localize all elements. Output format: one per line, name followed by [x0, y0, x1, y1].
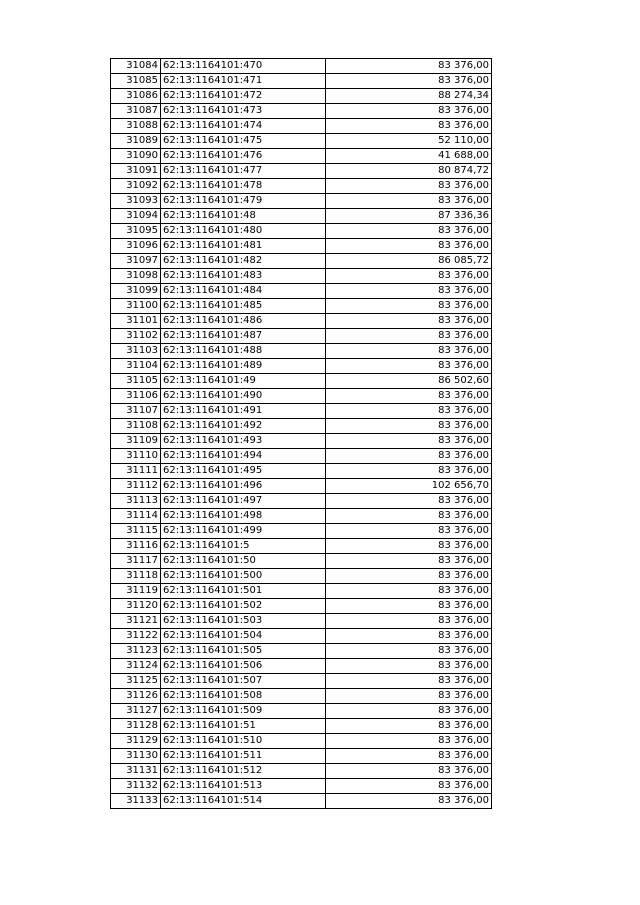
- value-cell: 83 376,00: [326, 569, 492, 584]
- table-row: [111, 209, 492, 224]
- row-number-cell: 31086: [111, 89, 161, 104]
- row-number-cell: 31109: [111, 434, 161, 449]
- row-number-cell: 31122: [111, 629, 161, 644]
- value-cell: 83 376,00: [326, 239, 492, 254]
- cadastral-number-cell: 62:13:1164101:482: [161, 254, 326, 269]
- row-number-cell: 31094: [111, 209, 161, 224]
- cadastral-number-cell: 62:13:1164101:481: [161, 239, 326, 254]
- table-row: [111, 614, 492, 629]
- value-cell: 83 376,00: [326, 509, 492, 524]
- row-number-cell: 31103: [111, 344, 161, 359]
- row-number-cell: 31117: [111, 554, 161, 569]
- value-cell: 80 874,72: [326, 164, 492, 179]
- row-number-cell: 31123: [111, 644, 161, 659]
- row-number-cell: 31088: [111, 119, 161, 134]
- value-cell: 83 376,00: [326, 584, 492, 599]
- value-cell: 83 376,00: [326, 599, 492, 614]
- cadastral-number-cell: 62:13:1164101:512: [161, 764, 326, 779]
- cadastral-number-cell: 62:13:1164101:486: [161, 314, 326, 329]
- table-row: [111, 194, 492, 209]
- table-row: [111, 719, 492, 734]
- table-row: [111, 659, 492, 674]
- table-row: [111, 794, 492, 809]
- value-cell: 83 376,00: [326, 344, 492, 359]
- value-cell: 83 376,00: [326, 629, 492, 644]
- value-cell: 83 376,00: [326, 449, 492, 464]
- table-row: [111, 569, 492, 584]
- value-cell: 83 376,00: [326, 104, 492, 119]
- row-number-cell: 31118: [111, 569, 161, 584]
- table-row: [111, 764, 492, 779]
- cadastral-number-cell: 62:13:1164101:511: [161, 749, 326, 764]
- cadastral-number-cell: 62:13:1164101:488: [161, 344, 326, 359]
- value-cell: 83 376,00: [326, 419, 492, 434]
- cadastral-number-cell: 62:13:1164101:484: [161, 284, 326, 299]
- cadastral-number-cell: 62:13:1164101:480: [161, 224, 326, 239]
- value-cell: 52 110,00: [326, 134, 492, 149]
- cadastral-number-cell: 62:13:1164101:499: [161, 524, 326, 539]
- value-cell: 83 376,00: [326, 494, 492, 509]
- value-cell: 86 502,60: [326, 374, 492, 389]
- table-row: [111, 389, 492, 404]
- row-number-cell: 31102: [111, 329, 161, 344]
- row-number-cell: 31087: [111, 104, 161, 119]
- cadastral-number-cell: 62:13:1164101:509: [161, 704, 326, 719]
- row-number-cell: 31101: [111, 314, 161, 329]
- cadastral-number-cell: 62:13:1164101:487: [161, 329, 326, 344]
- row-number-cell: 31116: [111, 539, 161, 554]
- cadastral-number-cell: 62:13:1164101:490: [161, 389, 326, 404]
- row-number-cell: 31099: [111, 284, 161, 299]
- value-cell: 83 376,00: [326, 434, 492, 449]
- value-cell: 83 376,00: [326, 794, 492, 809]
- row-number-cell: 31085: [111, 74, 161, 89]
- value-cell: 83 376,00: [326, 269, 492, 284]
- cadastral-number-cell: 62:13:1164101:495: [161, 464, 326, 479]
- row-number-cell: 31084: [111, 59, 161, 74]
- cadastral-number-cell: 62:13:1164101:483: [161, 269, 326, 284]
- table-row: [111, 434, 492, 449]
- cadastral-number-cell: 62:13:1164101:497: [161, 494, 326, 509]
- row-number-cell: 31124: [111, 659, 161, 674]
- value-cell: 83 376,00: [326, 329, 492, 344]
- table-row: [111, 554, 492, 569]
- table-row: [111, 674, 492, 689]
- row-number-cell: 31093: [111, 194, 161, 209]
- cadastral-number-cell: 62:13:1164101:510: [161, 734, 326, 749]
- table-row: [111, 59, 492, 74]
- value-cell: 83 376,00: [326, 614, 492, 629]
- row-number-cell: 31114: [111, 509, 161, 524]
- value-cell: 83 376,00: [326, 224, 492, 239]
- table-row: [111, 104, 492, 119]
- cadastral-number-cell: 62:13:1164101:496: [161, 479, 326, 494]
- cadastral-number-cell: 62:13:1164101:48: [161, 209, 326, 224]
- cadastral-number-cell: 62:13:1164101:50: [161, 554, 326, 569]
- table-row: [111, 599, 492, 614]
- data-table: [110, 58, 492, 809]
- cadastral-number-cell: 62:13:1164101:477: [161, 164, 326, 179]
- cadastral-number-cell: 62:13:1164101:500: [161, 569, 326, 584]
- value-cell: 83 376,00: [326, 74, 492, 89]
- table-row: [111, 254, 492, 269]
- row-number-cell: 31121: [111, 614, 161, 629]
- cadastral-number-cell: 62:13:1164101:514: [161, 794, 326, 809]
- value-cell: 83 376,00: [326, 524, 492, 539]
- row-number-cell: 31115: [111, 524, 161, 539]
- row-number-cell: 31092: [111, 179, 161, 194]
- table-row: [111, 539, 492, 554]
- value-cell: 83 376,00: [326, 659, 492, 674]
- cadastral-number-cell: 62:13:1164101:491: [161, 404, 326, 419]
- cadastral-number-cell: 62:13:1164101:489: [161, 359, 326, 374]
- value-cell: 83 376,00: [326, 59, 492, 74]
- row-number-cell: 31112: [111, 479, 161, 494]
- cadastral-number-cell: 62:13:1164101:492: [161, 419, 326, 434]
- row-number-cell: 31100: [111, 299, 161, 314]
- cadastral-number-cell: 62:13:1164101:472: [161, 89, 326, 104]
- cadastral-number-cell: 62:13:1164101:508: [161, 689, 326, 704]
- table-row: [111, 734, 492, 749]
- row-number-cell: 31104: [111, 359, 161, 374]
- row-number-cell: 31098: [111, 269, 161, 284]
- cadastral-number-cell: 62:13:1164101:493: [161, 434, 326, 449]
- value-cell: 83 376,00: [326, 284, 492, 299]
- table-body: [111, 59, 492, 809]
- cadastral-number-cell: 62:13:1164101:506: [161, 659, 326, 674]
- row-number-cell: 31089: [111, 134, 161, 149]
- row-number-cell: 31091: [111, 164, 161, 179]
- cadastral-number-cell: 62:13:1164101:503: [161, 614, 326, 629]
- value-cell: 86 085,72: [326, 254, 492, 269]
- value-cell: 83 376,00: [326, 764, 492, 779]
- cadastral-number-cell: 62:13:1164101:498: [161, 509, 326, 524]
- value-cell: 83 376,00: [326, 554, 492, 569]
- value-cell: 83 376,00: [326, 704, 492, 719]
- value-cell: 83 376,00: [326, 749, 492, 764]
- value-cell: 83 376,00: [326, 689, 492, 704]
- row-number-cell: 31133: [111, 794, 161, 809]
- cadastral-number-cell: 62:13:1164101:49: [161, 374, 326, 389]
- value-cell: 83 376,00: [326, 359, 492, 374]
- value-cell: 102 656,70: [326, 479, 492, 494]
- value-cell: 83 376,00: [326, 314, 492, 329]
- value-cell: 83 376,00: [326, 719, 492, 734]
- value-cell: 83 376,00: [326, 674, 492, 689]
- table-row: [111, 374, 492, 389]
- row-number-cell: 31128: [111, 719, 161, 734]
- table-row: [111, 644, 492, 659]
- table-row: [111, 314, 492, 329]
- cadastral-number-cell: 62:13:1164101:474: [161, 119, 326, 134]
- table-row: [111, 359, 492, 374]
- table-row: [111, 404, 492, 419]
- cadastral-number-cell: 62:13:1164101:470: [161, 59, 326, 74]
- table-row: [111, 344, 492, 359]
- table-row: [111, 779, 492, 794]
- cadastral-number-cell: 62:13:1164101:51: [161, 719, 326, 734]
- value-cell: 83 376,00: [326, 734, 492, 749]
- table-row: [111, 704, 492, 719]
- row-number-cell: 31126: [111, 689, 161, 704]
- value-cell: 83 376,00: [326, 779, 492, 794]
- table-row: [111, 584, 492, 599]
- row-number-cell: 31129: [111, 734, 161, 749]
- value-cell: 83 376,00: [326, 539, 492, 554]
- table-row: [111, 494, 492, 509]
- cadastral-number-cell: 62:13:1164101:504: [161, 629, 326, 644]
- table-row: [111, 224, 492, 239]
- row-number-cell: 31107: [111, 404, 161, 419]
- cadastral-number-cell: 62:13:1164101:502: [161, 599, 326, 614]
- cadastral-number-cell: 62:13:1164101:513: [161, 779, 326, 794]
- table-row: [111, 464, 492, 479]
- value-cell: 83 376,00: [326, 194, 492, 209]
- table-row: [111, 119, 492, 134]
- table-row: [111, 629, 492, 644]
- cadastral-number-cell: 62:13:1164101:479: [161, 194, 326, 209]
- cadastral-number-cell: 62:13:1164101:476: [161, 149, 326, 164]
- table-row: [111, 239, 492, 254]
- row-number-cell: 31090: [111, 149, 161, 164]
- cadastral-number-cell: 62:13:1164101:5: [161, 539, 326, 554]
- value-cell: 83 376,00: [326, 179, 492, 194]
- row-number-cell: 31095: [111, 224, 161, 239]
- row-number-cell: 31110: [111, 449, 161, 464]
- table-row: [111, 89, 492, 104]
- row-number-cell: 31119: [111, 584, 161, 599]
- table-row: [111, 74, 492, 89]
- table-row: [111, 479, 492, 494]
- table-row: [111, 164, 492, 179]
- row-number-cell: 31111: [111, 464, 161, 479]
- row-number-cell: 31130: [111, 749, 161, 764]
- table-row: [111, 749, 492, 764]
- row-number-cell: 31120: [111, 599, 161, 614]
- cadastral-number-cell: 62:13:1164101:494: [161, 449, 326, 464]
- row-number-cell: 31131: [111, 764, 161, 779]
- value-cell: 83 376,00: [326, 389, 492, 404]
- cadastral-number-cell: 62:13:1164101:501: [161, 584, 326, 599]
- cadastral-number-cell: 62:13:1164101:505: [161, 644, 326, 659]
- row-number-cell: 31125: [111, 674, 161, 689]
- row-number-cell: 31106: [111, 389, 161, 404]
- table-row: [111, 284, 492, 299]
- value-cell: 87 336,36: [326, 209, 492, 224]
- value-cell: 41 688,00: [326, 149, 492, 164]
- row-number-cell: 31113: [111, 494, 161, 509]
- cadastral-number-cell: 62:13:1164101:485: [161, 299, 326, 314]
- cadastral-number-cell: 62:13:1164101:507: [161, 674, 326, 689]
- table-row: [111, 134, 492, 149]
- value-cell: 83 376,00: [326, 299, 492, 314]
- cadastral-number-cell: 62:13:1164101:475: [161, 134, 326, 149]
- row-number-cell: 31096: [111, 239, 161, 254]
- value-cell: 88 274,34: [326, 89, 492, 104]
- table-row: [111, 329, 492, 344]
- row-number-cell: 31097: [111, 254, 161, 269]
- row-number-cell: 31127: [111, 704, 161, 719]
- table-row: [111, 449, 492, 464]
- row-number-cell: 31105: [111, 374, 161, 389]
- row-number-cell: 31132: [111, 779, 161, 794]
- value-cell: 83 376,00: [326, 644, 492, 659]
- table-row: [111, 689, 492, 704]
- value-cell: 83 376,00: [326, 404, 492, 419]
- cadastral-number-cell: 62:13:1164101:471: [161, 74, 326, 89]
- value-cell: 83 376,00: [326, 119, 492, 134]
- table-row: [111, 419, 492, 434]
- cadastral-number-cell: 62:13:1164101:473: [161, 104, 326, 119]
- table-row: [111, 149, 492, 164]
- table-row: [111, 269, 492, 284]
- table-row: [111, 524, 492, 539]
- cadastral-number-cell: 62:13:1164101:478: [161, 179, 326, 194]
- row-number-cell: 31108: [111, 419, 161, 434]
- table-row: [111, 179, 492, 194]
- table-row: [111, 509, 492, 524]
- value-cell: 83 376,00: [326, 464, 492, 479]
- table-row: [111, 299, 492, 314]
